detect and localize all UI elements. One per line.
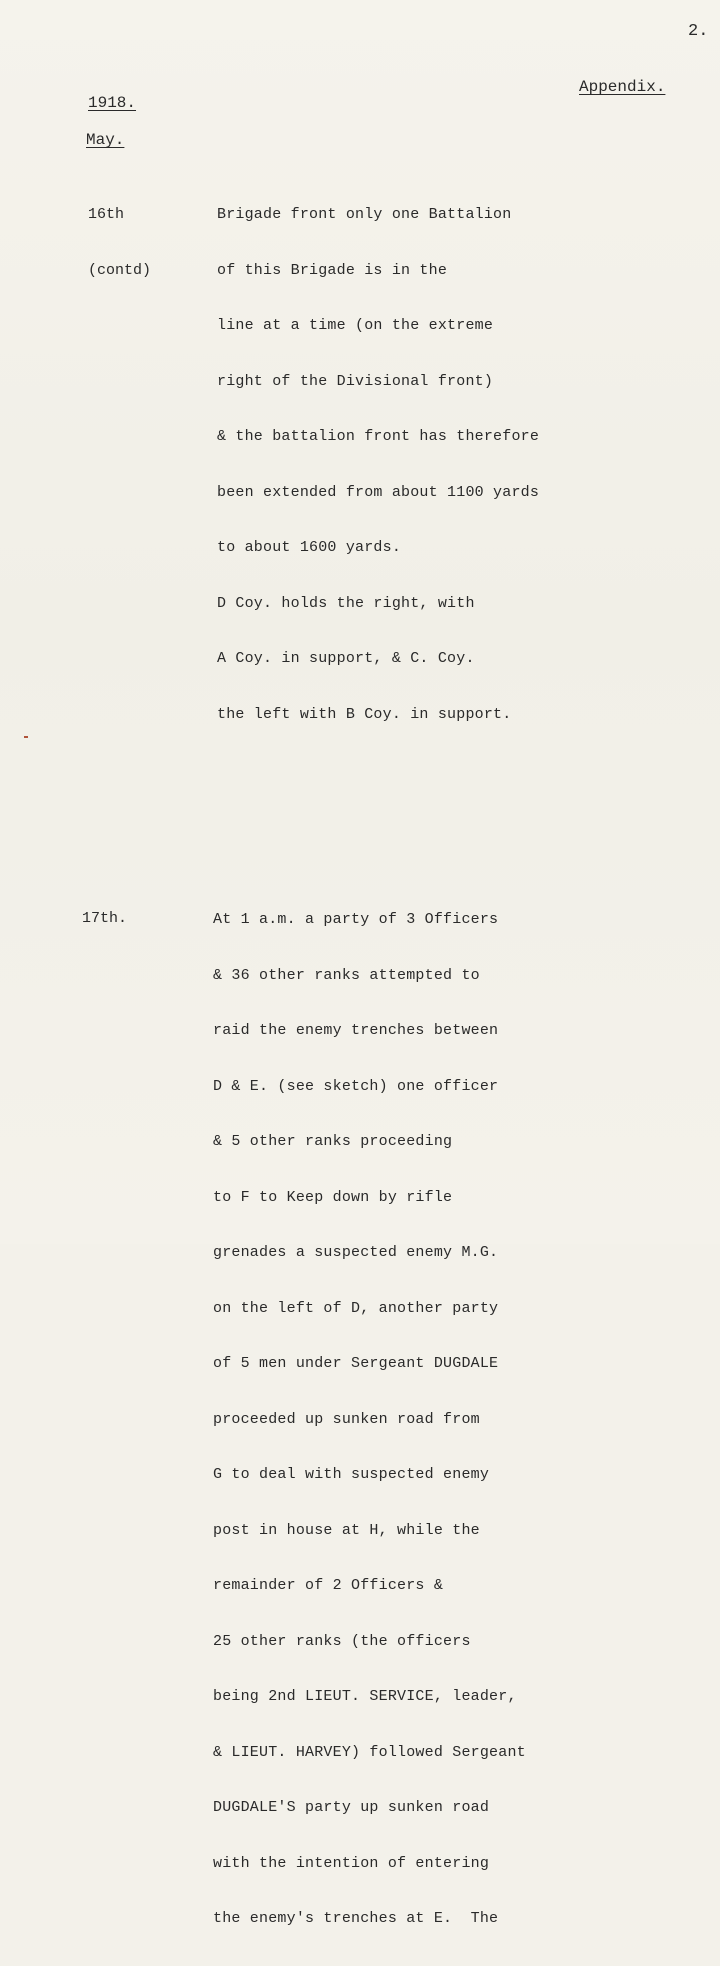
text-line: line at a time (on the extreme [217, 317, 494, 334]
text-line: A Coy. in support, & C. Coy. [217, 650, 475, 667]
text-line: of 5 men under Sergeant DUGDALE [213, 1355, 499, 1372]
text-line: the left with B Coy. in support. [217, 705, 512, 723]
text-line: & LIEUT. HARVEY) followed Sergeant [213, 1743, 526, 1761]
entry-text [217, 169, 539, 761]
text-line: D Coy. holds the right, with [217, 594, 475, 612]
entry-date [82, 873, 127, 966]
entry-text [213, 874, 526, 1966]
date-line: 17th. [82, 910, 128, 927]
text-line: Brigade front only one Battalion [217, 206, 512, 223]
text-line: & 5 other ranks proceeding [213, 1133, 453, 1150]
text-line: the enemy's trenches at E. The [213, 1910, 499, 1927]
text-line: & 36 other ranks attempted to [213, 966, 480, 984]
year-heading: 1918. [88, 94, 137, 112]
text-line: grenades a suspected enemy M.G. [213, 1244, 499, 1261]
text-line: post in house at H, while the [213, 1521, 480, 1539]
date-line: 16th [88, 206, 125, 223]
text-line: proceeded up sunken road from [213, 1410, 480, 1428]
date-line: (contd) [88, 261, 152, 279]
text-line: DUGDALE'S party up sunken road [213, 1799, 490, 1816]
text-line: & the battalion front has therefore [217, 428, 540, 445]
text-line: to F to Keep down by rifle [213, 1188, 453, 1206]
text-line: D & E. (see sketch) one officer [213, 1077, 499, 1095]
text-line: been extended from about 1100 yards [217, 483, 540, 501]
text-line: remainder of 2 Officers & [213, 1577, 444, 1594]
text-line: At 1 a.m. a party of 3 Officers [213, 911, 499, 928]
text-line: raid the enemy trenches between [213, 1022, 499, 1039]
page-number: 2. [688, 22, 709, 41]
text-line: with the intention of entering [213, 1854, 490, 1872]
appendix-label: Appendix. [579, 78, 666, 96]
month-heading: May. [86, 131, 125, 149]
text-line: right of the Divisional front) [217, 372, 494, 390]
text-line: 25 other ranks (the officers [213, 1632, 471, 1650]
text-line: of this Brigade is in the [217, 261, 448, 279]
ink-mark [24, 736, 28, 738]
text-line: being 2nd LIEUT. SERVICE, leader, [213, 1688, 517, 1705]
text-line: to about 1600 yards. [217, 539, 402, 556]
text-line: on the left of D, another party [213, 1299, 499, 1317]
entry-date [88, 169, 151, 317]
text-line: G to deal with suspected enemy [213, 1466, 490, 1483]
